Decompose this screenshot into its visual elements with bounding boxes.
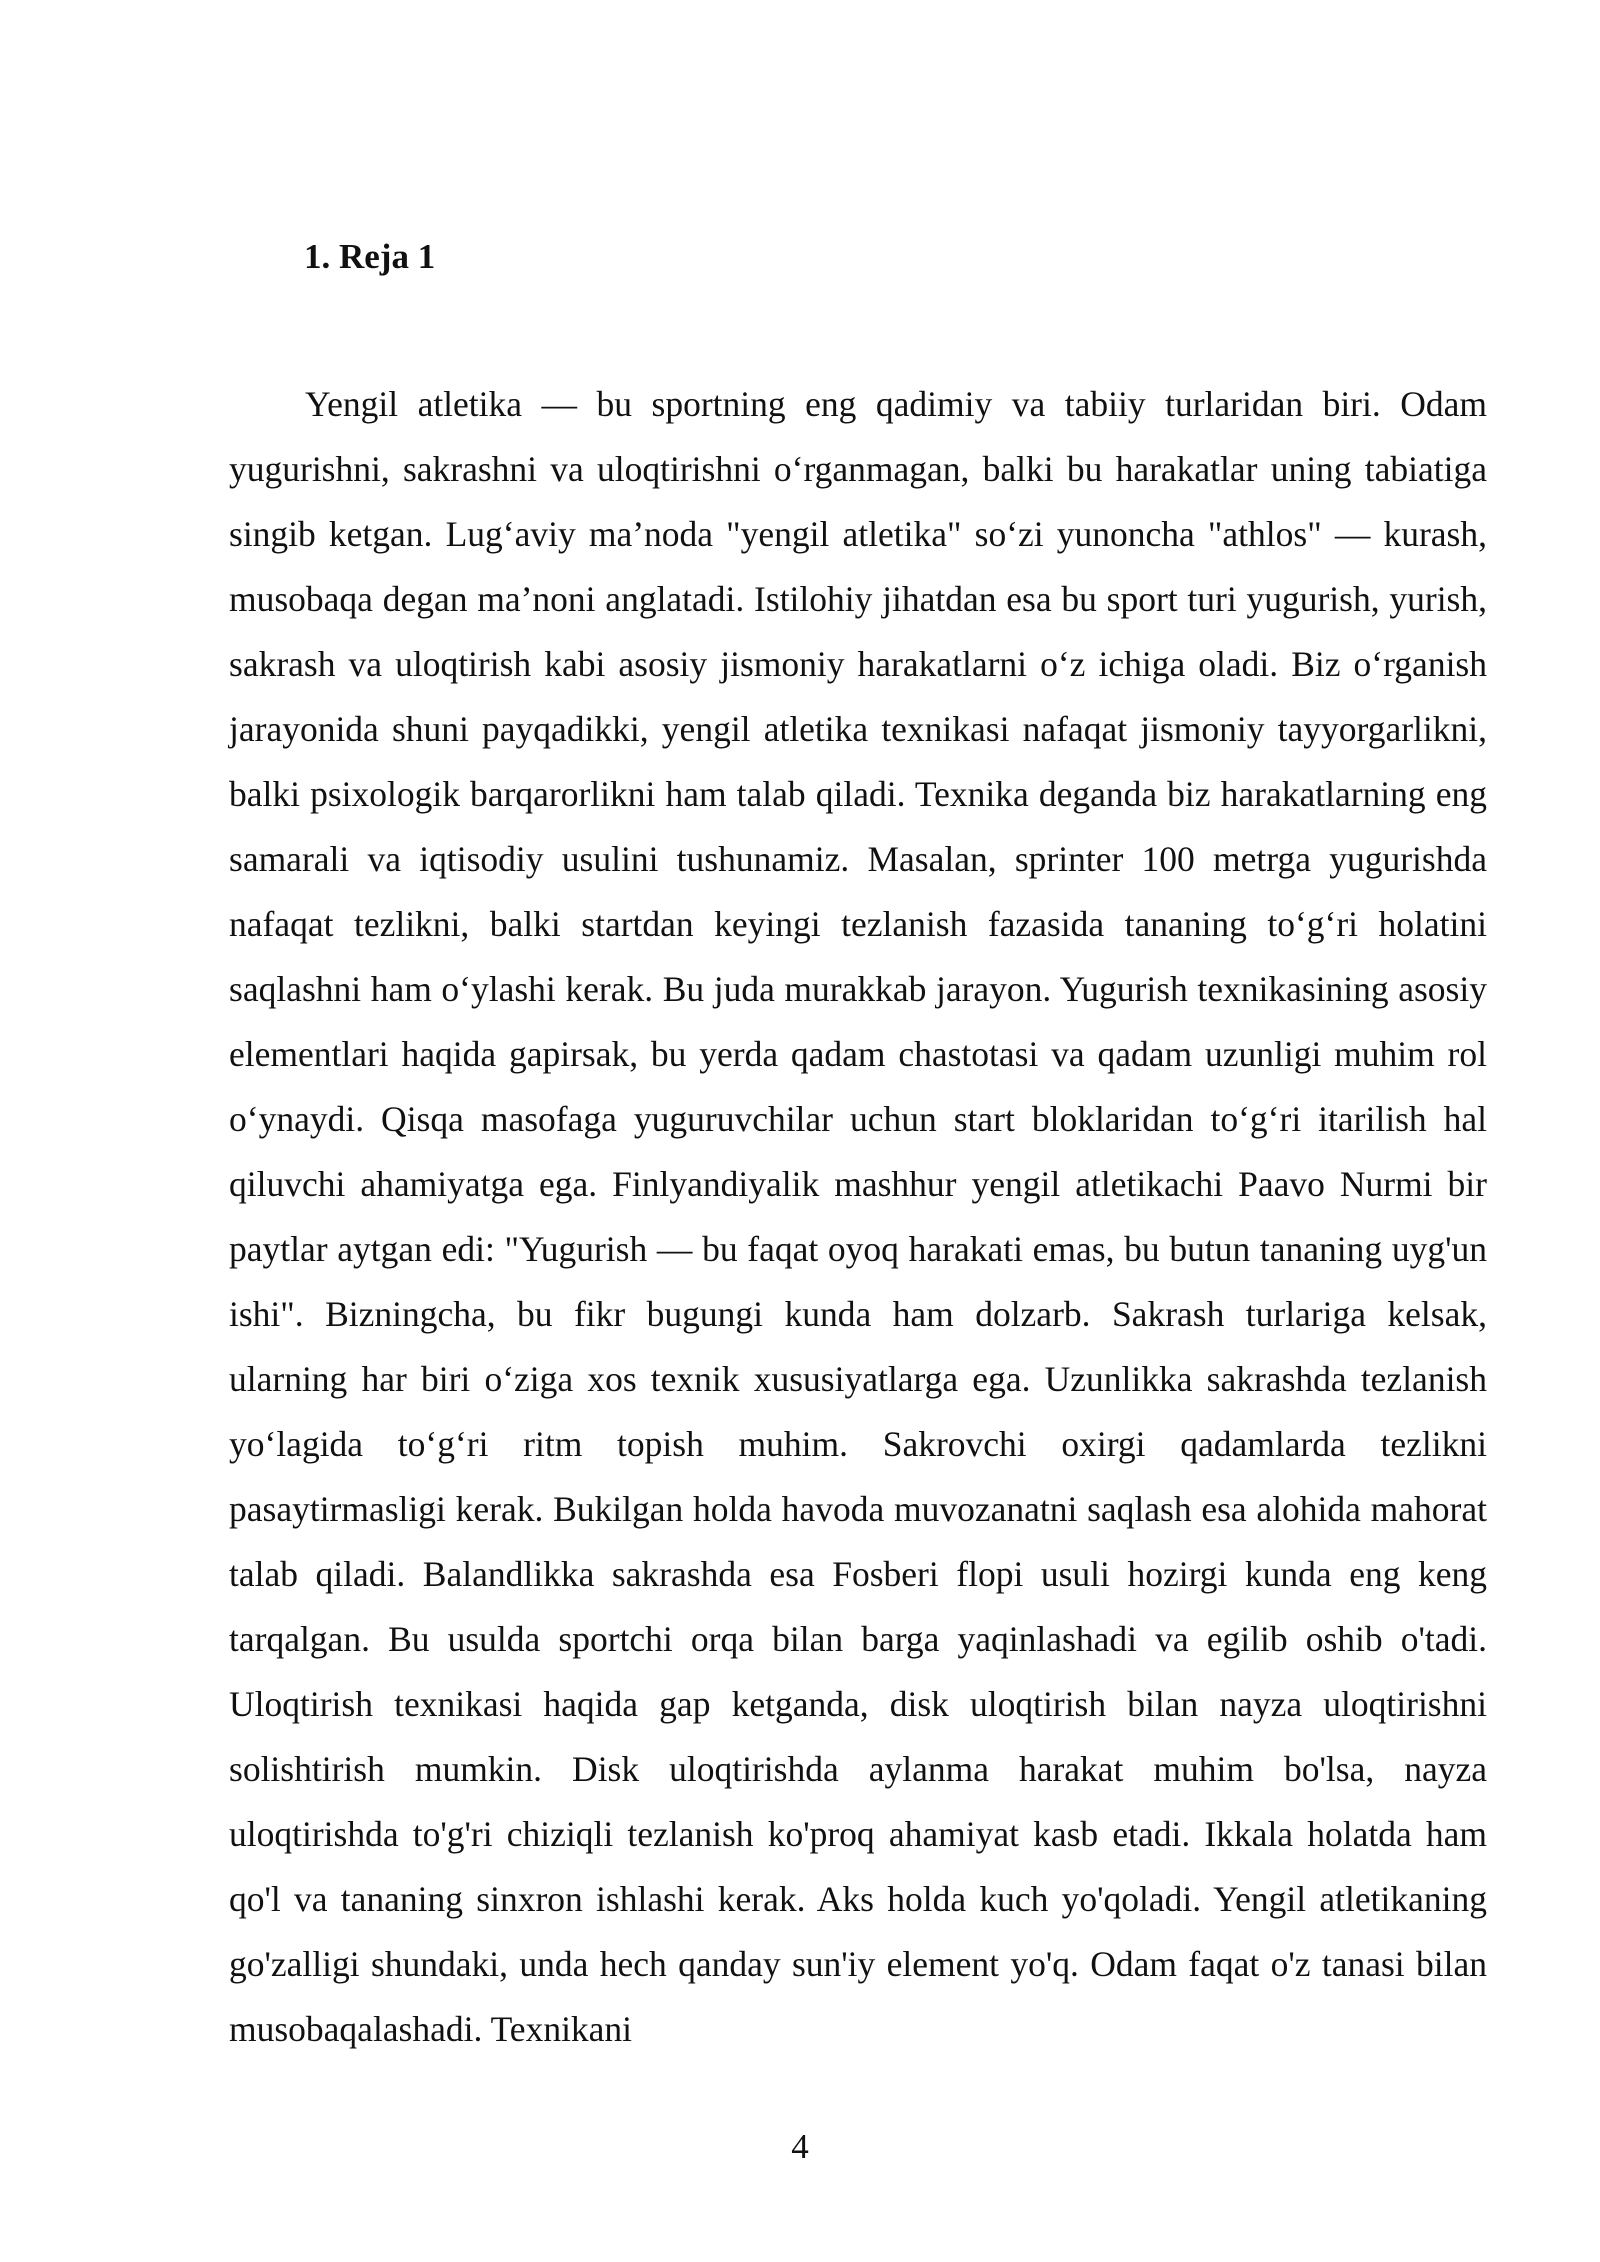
page-number: 4 <box>791 2127 809 2166</box>
section-heading: 1. Reja 1 <box>304 237 436 276</box>
body-paragraph: Yengil atletika — bu sportning eng qadimiy va tabiiy turlaridan biri. Odam yugurishni, sakrashni va uloqtirishni o‘rganmagan, balki bu harakatlar uning tabiatiga singib ketgan. Lug‘aviy ma’noda "yengil atletika" so‘zi yunoncha "athlos" — kurash, musobaqa degan ma’noni anglatadi. Istilohiy jihatdan esa bu sport turi yugurish, yurish, sakrash va uloqtirish kabi asosiy jismoniy harakatlarni o‘z ichiga oladi. Biz o‘rganish jarayonida shuni payqadikki, yengil atletika texnikasi nafaqat jismoniy tayyorgarlikni, balki psixologik barqarorlikni ham talab qiladi. Texnika deganda biz harakatlarning eng samarali va iqtisodiy usulini tushunamiz. Masalan, sprinter 100 metrga yugurishda nafaqat tezlikni, balki startdan keyingi tezlanish fazasida tananing to‘g‘ri holatini saqlashni ham o‘ylashi kerak. Bu juda murakkab jarayon. Yugurish texnikasining asosiy elementlari haqida gapirsak, bu yerda qadam chastotasi va qadam uzunligi muhim rol o‘ynaydi. Qisqa masofaga yuguruvchilar uchun start bloklaridan to‘g‘ri itarilish hal qiluvchi ahamiyatga ega. Finlyandiyalik mashhur yengil atletikachi Paavo Nurmi bir paytlar aytgan edi: "Yugurish — bu faqat oyoq harakati emas, bu butun tananing uyg'un ishi". Bizningcha, bu fikr bugungi kunda ham dolzarb. Sakrash turlariga kelsak, ularning har biri o‘ziga xos texnik xususiyatlarga ega. Uzunlikka sakrashda tezlanish yo‘lagida to‘g‘ri ritm topish muhim. Sakrovchi oxirgi qadamlarda tezlikni pasaytirmasligi kerak. Bukilgan holda havoda muvozanatni saqlash esa alohida mahorat talab qiladi. Balandlikka sakrashda esa Fosberi flopi usuli hozirgi kunda eng keng tarqalgan. Bu usulda sportchi orqa bilan barga yaqinlashadi va egilib oshib o'tadi. Uloqtirish texnikasi haqida gap ketganda, disk uloqtirish bilan nayza uloqtirishni solishtirish mumkin. Disk uloqtirishda aylanma harakat muhim bo'lsa, nayza uloqtirishda to'g'ri chiziqli tezlanish ko'proq ahamiyat kasb etadi. Ikkala holatda ham qo'l va tananing sinxron ishlashi kerak. Aks holda kuch yo'qoladi. Yengil atletikaning go'zalligi shundaki, unda hech qanday sun'iy element yo'q. Odam faqat o'z tanasi bilan musobaqalashadi. Texnikani <box>229 384 1487 2049</box>
